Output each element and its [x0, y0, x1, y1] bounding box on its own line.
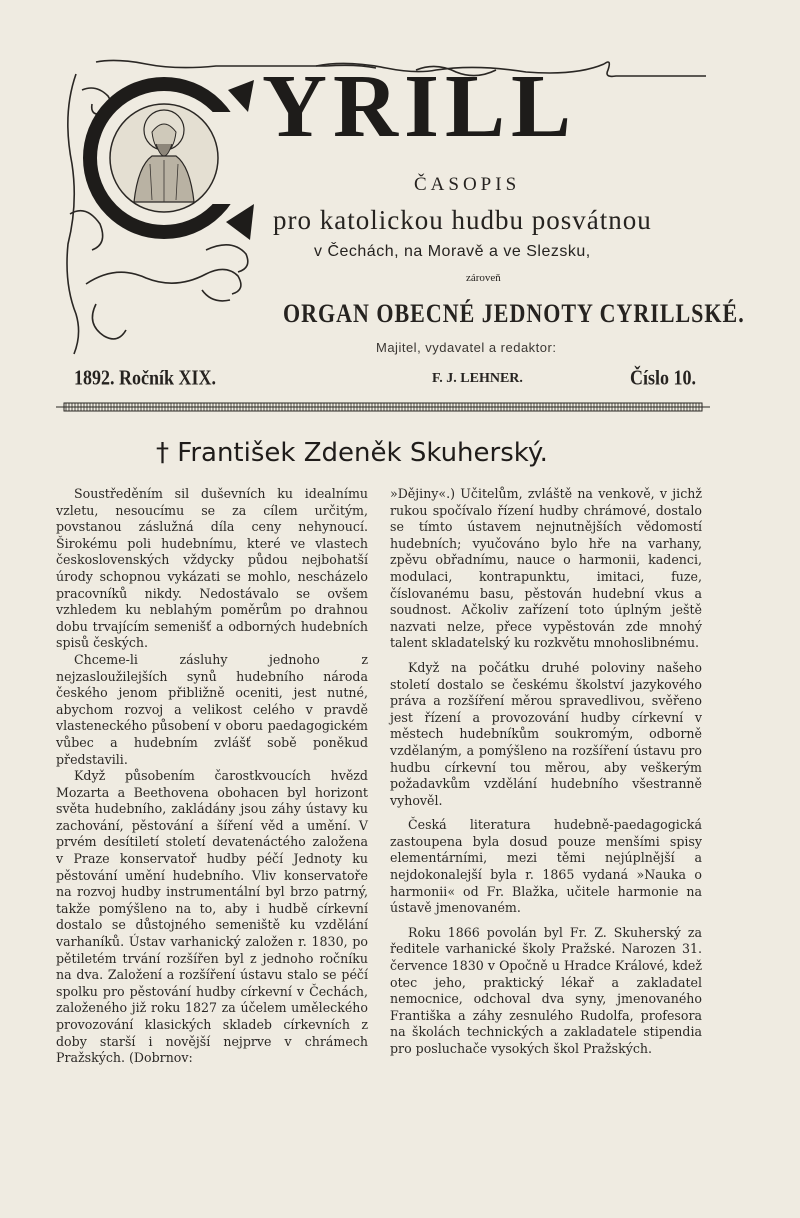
article-left-column	[56, 486, 368, 1067]
initial-c-monogram	[78, 72, 254, 242]
article-paragraph: Když působením čarostkvoucích hvězd Mozarta a Beethovena obohacen byl horizont světa hudebního, zakládány jsou záhy ústavy ku zachování, pěstování a šíření věd a umění. V prvém desítiletí století devatenáctého založena v Praze konservatoř hudby péčí Jednoty ku pěstování umění hudebního. Vliv konservatoře na rozvoj hudby instrumentální byl brzo patrný, takže pomýšleno na to, aby i hudbě církevní dostalo se důstojného semeniště ku vzdělání varhaníků. Ústav varhanický založen r. 1830, po pětiletém trvání rozšířen byl z jednoho ročníku na dva. Založení a rozšíření ústavu stalo se péčí spolku pro pěstování hudby církevní v Čechách, založeného již roku 1827 za účelem uměleckého provozování klasických skladeb církevních z doby starší i novější nejprve v chrámech Pražských. (Dobrnov:	[56, 768, 368, 1066]
masthead-zaroven: zároveň	[466, 272, 501, 284]
editor-name: F. J. LEHNER.	[432, 371, 523, 386]
article-paragraph: Roku 1866 povolán byl Fr. Z. Skuherský za ředitele varhanické školy Pražské. Narozen 31. července 1830 v Opočně u Hradce Králové, kdež otec jeho, praktický lékař a zakladatel nemocnice, odchoval dva syny, jmenovaného Františka a záhy zesnulého Rudolfa, profesora na školách technických a zakladatele stipendia pro posluchače vysokých škol Pražských.	[390, 924, 702, 1056]
article-paragraph: »Dějiny«.) Učitelům, zvláště na venkově, v jichž rukou spočívalo řízení hudby chrámové, dostalo se tímto ústavem nejnutnějších vědomostí hudebních; vyučováno bylo hře na varhany, zpěvu obřadnímu, nauce o harmonii, kadenci, modulaci, kontrapunktu, imitaci, fuze, číslovanému basu, pěstován hudební vkus a soudnost. Ačkoliv zařízení toto úplným ještě nazvati nelze, přece vypěstován zde mnohý talent skladatelský ku rozkvětu mnohoslibnému.	[390, 486, 702, 651]
article-paragraph: Když na počátku druhé poloviny našeho století dostalo se českému školství jazykového práva a rozšíření měrou spravedlivou, svěřeno jest řízení a provozování hudby církevní v městech hudebníkům soukromým, odborně vzdělaným, a pomýšleno na rozšíření ústavu pro hudbu církevní tou měrou, aby veškerým požadavkům vzdělání hudebního všestranně vyhověl.	[390, 659, 702, 808]
article-paragraph: Soustředěním sil duševních ku idealnímu vzletu, nesoucímu se za cílem určitým, povstanou záslužná díla ceny nehynoucí. Širokému poli hudebnímu, které ve vlastech československých vždycky půdou nejbohatší úrody schopnou vykázati se mohlo, nescházelo pracovníků nikdy. Nedostávalo se ovšem vzhledem ku neblahým poměrům po drahnou dobu trvajícím semenišť a odborných hudebních spisů českých.	[56, 486, 368, 651]
masthead-subtitle: pro katolickou hudbu posvátnou	[273, 205, 652, 235]
issue-year-volume: 1892. Ročník XIX.	[74, 366, 217, 389]
article-right-column	[390, 486, 702, 1058]
issue-number: Číslo 10.	[630, 366, 697, 389]
masthead-owner-label: Majitel, vydavatel a redaktor:	[376, 340, 557, 355]
article-paragraph: Chceme-li zásluhy jednoho z nejzasloužilejších synů hudebního národa českého jenom přibližně oceniti, jest nutné, abychom rozvoj a velikost celého v pravdě vlasteneckého působení v oboru paedagogickém vůbec a hudebním zvlášť sobě poněkud představili.	[56, 651, 368, 767]
article-paragraph: Česká literatura hudebně-paedagogická zastoupena byla dosud pouze menšími spisy elementárními, mezi těmi nejúplnější a nejdokonalejší byla r. 1865 vydaná »Nauka o harmonii« od Fr. Blažka, učitele harmonie na ústavě jmenovaném.	[390, 817, 702, 916]
masthead-region: v Čechách, na Moravě a ve Slezsku,	[314, 243, 591, 260]
article-title: † František Zdeněk Skuherský.	[156, 438, 548, 468]
masthead-title: YRILL	[262, 57, 578, 156]
decorative-rule	[56, 402, 710, 412]
masthead-organ: ORGAN OBECNÉ JEDNOTY CYRILLSKÉ.	[283, 298, 745, 328]
masthead-casopis: ČASOPIS	[414, 174, 521, 195]
